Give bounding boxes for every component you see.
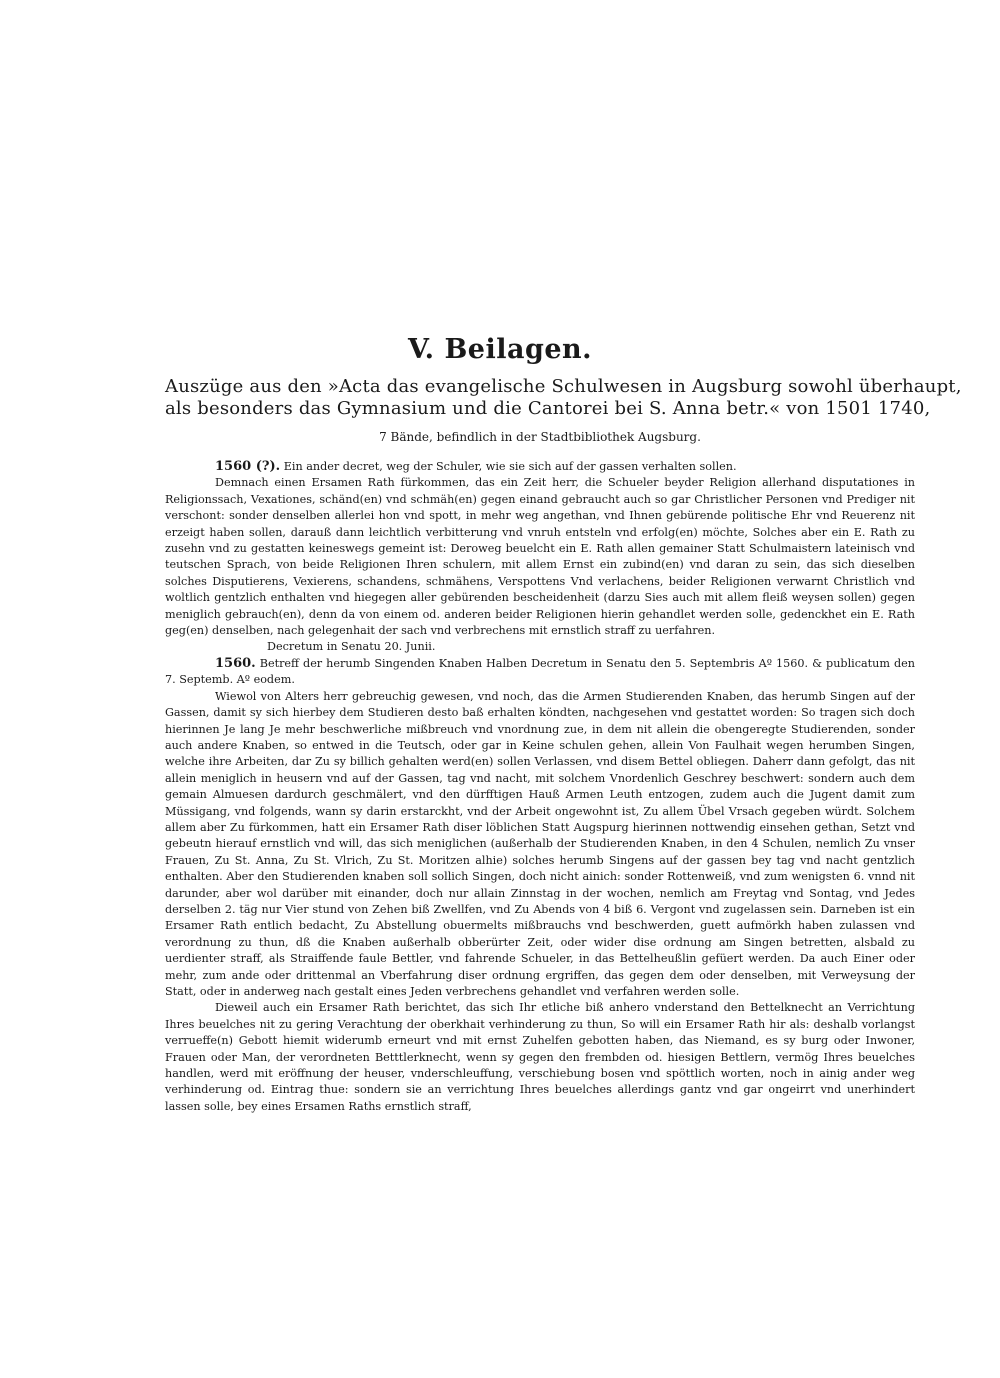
location-note: 7 Bände, befindlich in der Stadtbibliothek Augsburg. xyxy=(379,430,701,444)
entry-title-2: Betreff der herumb Singenden Knaben Halben Decretum in Senatu den 5. Septembris Aº 1560. & publicatum den 7. Septemb. Aº eodem. xyxy=(165,656,915,687)
entry-2-paragraph-2: Dieweil auch ein Ersamer Rath berichtet, das sich Ihr etliche biß anhero vnderstand den Bettelknecht an Verrichtung Ihres beuelches nit zu gering Verachtung der oberkhait verhinderung zu thun, So will ein Ersamer Rath hir als: deshalb vorlangst verrueffe(n) Gebott hiemit widerumb erneurt vnd mit ernst Zuhelfen gebotten haben, das Niemand, es sy burg oder Inwoner, Frauen oder Man, der verordneten Betttlerknecht, wenn sy gegen den frembden od. hiesigen Bettlern, vermög Ihres beuelches handlen, werd mit eröffnung der heuser, vnderschleuffung, verschiebung bosen vnd spöttlich worten, noch in ainig ander weg verhinderung od. Eintrag thue: sondern sie an verrichtung Ihres beuelches allerdings gantz vnd gar ongeirrt vnd unerhindert lassen solle, bey eines Ersamen Raths ernstlich straff, xyxy=(165,1001,915,1113)
entry-year-1: 1560 (?). xyxy=(215,459,281,474)
source-title-line-2: als besonders das Gymnasium und die Cantorei bei S. Anna betr.« von 1501 1740, xyxy=(165,398,931,419)
entry-year-2: 1560. xyxy=(215,655,256,671)
section-heading: V. Beilagen. xyxy=(407,334,593,365)
entry-1-paragraph-1: Demnach einen Ersamen Rath fürkommen, das ein Zeit herr, die Schueler beyder Religion allerhand disputationes in Religionssach, Vexationes, schänd(en) vnd schmäh(en) gegen einand gebraucht auch so gar Christlicher Personen vnd Prediger nit verschont: sonder denselben allerlei hon vnd spott, in mehr weg angethan, vnd Ihnen gebürende politische Ehr vnd Reuerenz nit erzeigt haben sollen, darauß dann leichtlich verbitterung vnd vnruh entsteln vnd erfolg(en) möchte, Solches aber ein E. Rath zu zusehn vnd zu gestatten keineswegs gemeint ist: Deroweg beuelcht ein E. Rath allen gemainer Statt Schulmaistern lateinisch vnd teutschen Sprach, von beide Religionen Ihren schulern, mit allem Ernst ein zubind(en) vnd daran zu sein, das sich dieselben solches Disputierens, Vexierens, schandens, schmähens, Verspottens Vnd verlachens, beider Religionen verwarnt Christlich vnd woltlich gentzlich enthalten vnd hiegegen aller gebürenden bescheidenheit (darzu Sies auch mit allem fleiß weysen sollen) gegen meniglich gebrauch(en), denn da von einem od. anderen beider Religionen hierin gehandlet werden solle, gedenckhet ein E. Rath geg(en) denselben, nach gelegenhait der sach vnd verbrechens mit ernstlich straff zu uerfahren. xyxy=(165,476,915,638)
entry-title-1: Ein ander decret, weg der Schuler, wie sie sich auf der gassen verhalten sollen. xyxy=(283,460,737,473)
source-title xyxy=(165,376,962,420)
document-body xyxy=(165,459,915,1115)
entry-heading-1 xyxy=(165,459,915,475)
source-title-line-1: Auszüge aus den »Acta das evangelische Schulwesen in Augsburg sowohl überhaupt, xyxy=(165,376,962,397)
entry-heading-2 xyxy=(165,656,915,689)
entry-2-paragraph-1: Wiewol von Alters herr gebreuchig gewesen, vnd noch, das die Armen Studierenden Knaben, das herumb Singen auf der Gassen, damit sy sich hierbey dem Studieren desto baß erhalten köndten, nachgesehen vnd gestattet worden: So tragen sich doch hierinnen Je lang Je mehr beschwerliche mißbreuch vnd vnordnung zue, in dem nit allein die obengeregte Studierenden, sonder auch andere Knaben, so entwed in die Teutsch, oder gar in Keine schulen gehen, allein Von Faulhait wegen herumben Singen, welche ihre Arbeiten, dar Zu sy billich gehalten werd(en) sollen Verlassen, vnd disem Bettel obliegen. Daherr dann gefolgt, das nit allein meniglich in heusern vnd auf der Gassen, tag vnd nacht, mit solchem Vnordenlich Geschrey beschwert: sondern auch dem gemain Almuesen dardurch geschmälert, vnd den dürfftigen Hauß Armen Leuth entzogen, zudem auch die Jugent damit zum Müssigang, vnd folgends, wann sy darin erstarckht, vnd der Arbeit ongewohnt ist, Zu allem Übel Vrsach gegeben würdt. Solchem allem aber Zu fürkommen, hatt ein Ersamer Rath diser löblichen Statt Augspurg hierinnen nottwendig einsehen gethan, Setzt vnd gebeutn hierauf ernstlich vnd will, das sich meniglichen (außerhalb der Studierenden Knaben, in den 4 Schulen, nemlich Zu vnser Frauen, Zu St. Anna, Zu St. Vlrich, Zu St. Moritzen alhie) solches herumb Singens auf der gassen bey tag vnd nacht gentzlich enthalten. Aber den Studierenden knaben soll sollich Singen, doch nicht ainich: sonder Rottenweiß, vnd zum wenigsten 6. vnnd nit darunder, aber wol darüber mit einander, doch nur allain Zinnstag in der wochen, nemlich am Freytag vnd Sontag, vnd Jedes derselben 2. täg nur Vier stund von Zehen biß Zwellfen, vnd Zu Abends von 4 biß 6. Vergont vnd zugelassen sein. Darneben ist ein Ersamer Rath entlich bedacht, Zu Abstellung obuermelts mißbrauchs vnd beschwerden, guett aufmörkh haben zulassen vnd verordnung zu thun, dß die Knaben außerhalb obberürter Zeit, oder wider dise ordnung am Singen betretten, alsbald zu uerdienter straff, als Straiffende faule Bettler, vnd fahrende Schueler, in das Bettelheußlin gefüert werden. Da auch Einer oder mehr, zum ande oder drittenmal an Vberfahrung diser ordnung ergriffen, das gegen dem oder denselben, mit Verweysung der Statt, oder in anderweg nach gestalt eines Jeden verbrechens gehandlet vnd verfahren werden solle. xyxy=(165,689,915,998)
decree-date: Decretum in Senatu 20. Junii. xyxy=(267,640,436,654)
